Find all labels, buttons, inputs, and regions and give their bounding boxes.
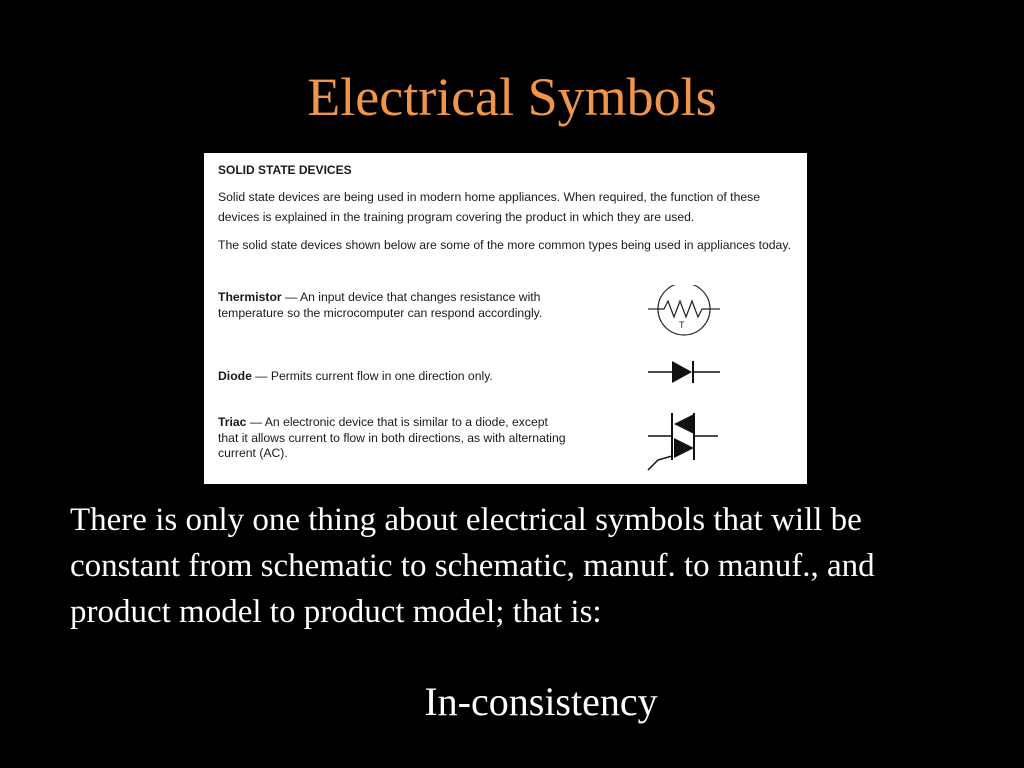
thermistor-description [218, 290, 568, 321]
thermistor-symbol-icon [648, 285, 720, 341]
device-name: Thermistor [218, 290, 282, 304]
diode-description [218, 369, 568, 385]
device-name: Triac [218, 415, 247, 429]
device-text: — Permits current flow in one direction only. [251, 369, 493, 383]
slide-title: Electrical Symbols [307, 67, 717, 127]
solid-state-devices-figure [204, 153, 807, 484]
slide-conclusion: In-consistency [424, 679, 658, 724]
thermistor-label: T [679, 320, 685, 330]
device-name: Diode [218, 369, 252, 383]
triac-symbol-icon [636, 408, 726, 474]
slide-body-text: There is only one thing about electrical symbols that will be constant from schematic to schematic, manuf. to manuf., and product model to product model; that is: [70, 502, 875, 630]
diode-symbol-icon [648, 358, 720, 386]
device-text: — An electronic device that is similar to a diode, except that it allows current to flow in both directions, as with alternating current (AC). [218, 415, 566, 460]
device-text: — An input device that changes resistance with temperature so the microcomputer can respond accordingly. [218, 290, 543, 320]
figure-paragraph-1: Solid state devices are being used in modern home appliances. When required, the function of these devices is explained in the training program covering the product in which they are used. [218, 190, 760, 224]
triac-description [218, 415, 568, 462]
figure-paragraph-2: The solid state devices shown below are some of the more common types being used in appliances today. [218, 238, 791, 252]
figure-heading: SOLID STATE DEVICES [218, 163, 352, 177]
